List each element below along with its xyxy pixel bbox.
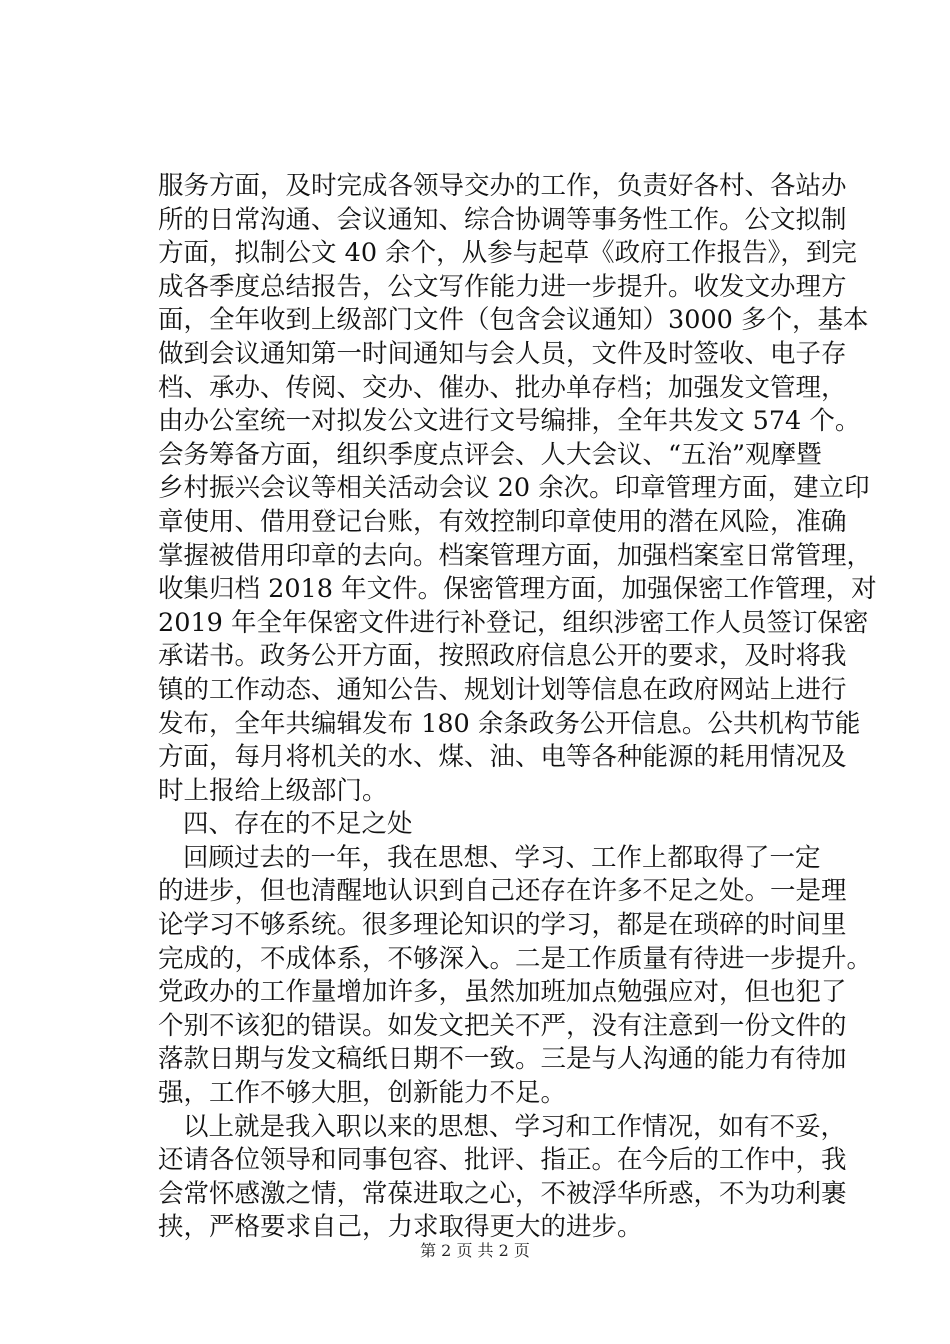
text-line: 方面，每月将机关的水、煤、油、电等各种能源的耗用情况及 — [158, 742, 847, 773]
text-line: 会常怀感激之情，常葆进取之心，不被浮华所惑，不为功利裹 — [158, 1178, 847, 1209]
text-line: 的进步，但也清醒地认识到自己还存在许多不足之处。一是理 — [158, 876, 847, 907]
text-line: 会务筹备方面，组织季度点评会、人大会议、“五治”观摩暨 — [158, 439, 822, 470]
section-heading: 四、存在的不足之处 — [183, 809, 413, 840]
text-line: 成各季度总结报告，公文写作能力进一步提升。收发文办理方 — [158, 271, 847, 302]
text-line: 回顾过去的一年，我在思想、学习、工作上都取得了一定 — [183, 842, 821, 873]
text-line: 以上就是我入职以来的思想、学习和工作情况，如有不妥， — [183, 1111, 847, 1142]
text-line: 强，工作不够大胆，创新能力不足。 — [158, 1078, 567, 1109]
text-line: 2019 年全年保密文件进行补登记，组织涉密工作人员签订保密 — [158, 607, 869, 638]
text-line: 由办公室统一对拟发公文进行文号编排，全年共发文 574 个。 — [158, 406, 861, 437]
text-line: 挟，严格要求自己，力求取得更大的进步。 — [158, 1212, 643, 1243]
text-line: 还请各位领导和同事包容、批评、指正。在今后的工作中，我 — [158, 1145, 847, 1176]
text-line: 论学习不够系统。很多理论知识的学习，都是在琐碎的时间里 — [158, 910, 847, 941]
text-line: 所的日常沟通、会议通知、综合协调等事务性工作。公文拟制 — [158, 204, 847, 235]
document-body — [158, 170, 877, 1245]
text-line: 方面，拟制公文 40 余个，从参与起草《政府工作报告》，到完 — [158, 238, 857, 269]
text-line: 做到会议通知第一时间通知与会人员，文件及时签收、电子存 — [158, 338, 847, 369]
text-line: 承诺书。政务公开方面，按照政府信息公开的要求，及时将我 — [158, 641, 847, 672]
page-footer: 第 2 页 共 2 页 — [420, 1241, 530, 1260]
text-line: 面，全年收到上级部门文件（包含会议通知）3000 多个，基本 — [158, 305, 869, 336]
text-line: 完成的，不成体系，不够深入。二是工作质量有待进一步提升。 — [158, 943, 873, 974]
text-line: 章使用、借用登记台账，有效控制印章使用的潜在风险，准确 — [158, 506, 847, 537]
text-line: 个别不该犯的错误。如发文把关不严，没有注意到一份文件的 — [158, 1010, 847, 1041]
text-line: 服务方面，及时完成各领导交办的工作，负责好各村、各站办 — [158, 171, 847, 201]
text-line: 落款日期与发文稿纸日期不一致。三是与人沟通的能力有待加 — [158, 1044, 847, 1075]
text-line: 乡村振兴会议等相关活动会议 20 余次。印章管理方面，建立印 — [158, 473, 870, 504]
text-line: 档、承办、传阅、交办、催办、批办单存档；加强发文管理， — [158, 372, 847, 403]
text-line: 时上报给上级部门。 — [158, 775, 388, 806]
text-line: 收集归档 2018 年文件。保密管理方面，加强保密工作管理，对 — [158, 574, 877, 605]
text-line: 镇的工作动态、通知公告、规划计划等信息在政府网站上进行 — [158, 674, 847, 705]
text-line: 掌握被借用印章的去向。档案管理方面，加强档案室日常管理， — [158, 540, 873, 571]
text-line: 发布，全年共编辑发布 180 余条政务公开信息。公共机构节能 — [158, 708, 861, 739]
text-line: 党政办的工作量增加许多，虽然加班加点勉强应对，但也犯了 — [158, 977, 847, 1008]
